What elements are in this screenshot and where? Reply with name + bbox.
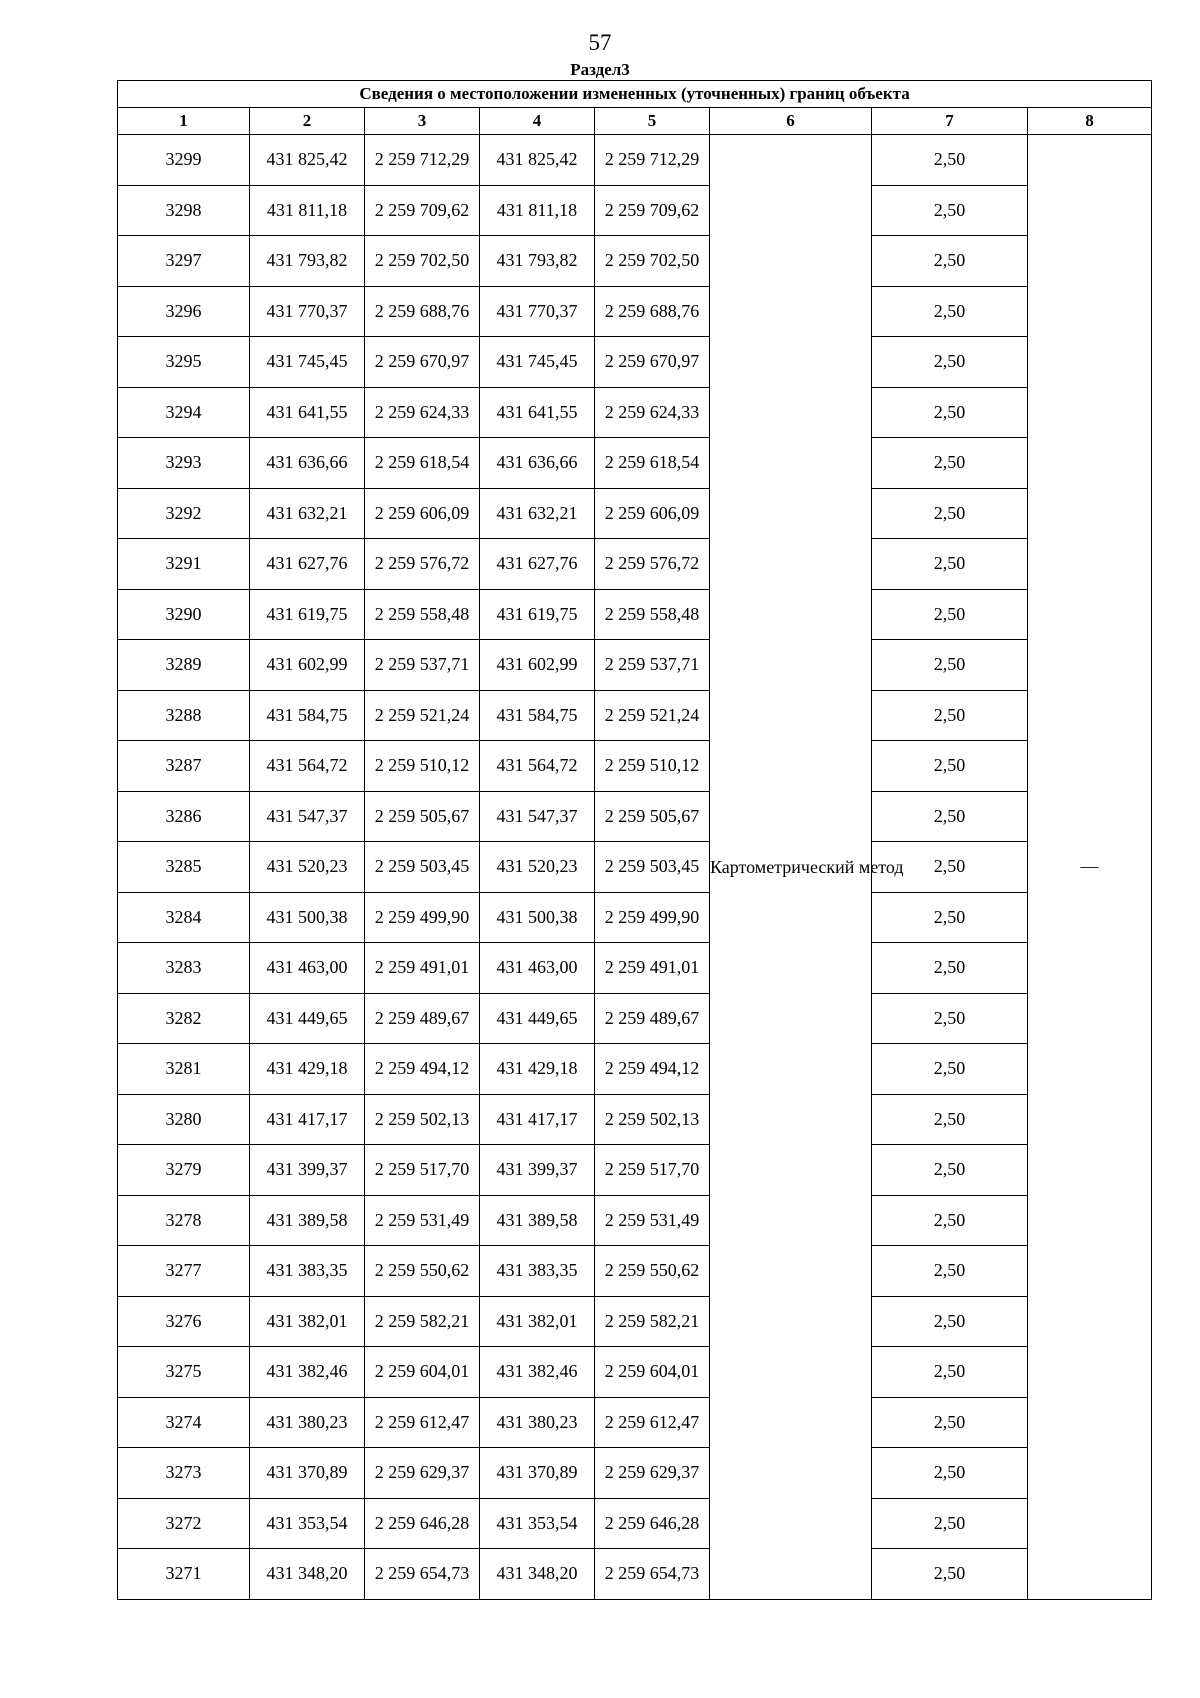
x-old-cell: 431 370,89 bbox=[250, 1448, 365, 1499]
point-number-cell: 3284 bbox=[118, 892, 250, 943]
point-number-cell: 3291 bbox=[118, 539, 250, 590]
table-row bbox=[118, 1195, 1152, 1246]
table-row bbox=[118, 488, 1152, 539]
column-number-1: 1 bbox=[118, 108, 250, 135]
y-new-cell: 2 259 491,01 bbox=[595, 943, 710, 994]
x-old-cell: 431 547,37 bbox=[250, 791, 365, 842]
x-new-cell: 431 382,46 bbox=[480, 1347, 595, 1398]
y-new-cell: 2 259 521,24 bbox=[595, 690, 710, 741]
y-new-cell: 2 259 688,76 bbox=[595, 286, 710, 337]
point-number-cell: 3298 bbox=[118, 185, 250, 236]
y-new-cell: 2 259 537,71 bbox=[595, 640, 710, 691]
x-old-cell: 431 382,46 bbox=[250, 1347, 365, 1398]
column-number-3: 3 bbox=[365, 108, 480, 135]
y-new-cell: 2 259 494,12 bbox=[595, 1044, 710, 1095]
y-new-cell: 2 259 550,62 bbox=[595, 1246, 710, 1297]
accuracy-cell: 2,50 bbox=[872, 1549, 1028, 1600]
y-new-cell: 2 259 670,97 bbox=[595, 337, 710, 388]
y-old-cell: 2 259 489,67 bbox=[365, 993, 480, 1044]
x-old-cell: 431 353,54 bbox=[250, 1498, 365, 1549]
x-new-cell: 431 745,45 bbox=[480, 337, 595, 388]
x-new-cell: 431 793,82 bbox=[480, 236, 595, 287]
x-old-cell: 431 380,23 bbox=[250, 1397, 365, 1448]
point-number-cell: 3287 bbox=[118, 741, 250, 792]
x-old-cell: 431 602,99 bbox=[250, 640, 365, 691]
x-old-cell: 431 825,42 bbox=[250, 135, 365, 186]
y-old-cell: 2 259 624,33 bbox=[365, 387, 480, 438]
y-new-cell: 2 259 654,73 bbox=[595, 1549, 710, 1600]
table-row bbox=[118, 791, 1152, 842]
y-old-cell: 2 259 618,54 bbox=[365, 438, 480, 489]
y-old-cell: 2 259 505,67 bbox=[365, 791, 480, 842]
accuracy-cell: 2,50 bbox=[872, 135, 1028, 186]
y-old-cell: 2 259 531,49 bbox=[365, 1195, 480, 1246]
table-row bbox=[118, 438, 1152, 489]
x-new-cell: 431 382,01 bbox=[480, 1296, 595, 1347]
y-old-cell: 2 259 629,37 bbox=[365, 1448, 480, 1499]
table-row bbox=[118, 640, 1152, 691]
y-new-cell: 2 259 606,09 bbox=[595, 488, 710, 539]
x-new-cell: 431 353,54 bbox=[480, 1498, 595, 1549]
column-number-5: 5 bbox=[595, 108, 710, 135]
accuracy-cell: 2,50 bbox=[872, 1145, 1028, 1196]
y-old-cell: 2 259 606,09 bbox=[365, 488, 480, 539]
x-new-cell: 431 619,75 bbox=[480, 589, 595, 640]
accuracy-cell: 2,50 bbox=[872, 236, 1028, 287]
table-row bbox=[118, 337, 1152, 388]
x-new-cell: 431 602,99 bbox=[480, 640, 595, 691]
point-number-cell: 3275 bbox=[118, 1347, 250, 1398]
x-old-cell: 431 520,23 bbox=[250, 842, 365, 893]
accuracy-cell: 2,50 bbox=[872, 539, 1028, 590]
column-number-8: 8 bbox=[1028, 108, 1152, 135]
section-title: Раздел3 bbox=[570, 60, 630, 79]
table-row bbox=[118, 1044, 1152, 1095]
x-new-cell: 431 641,55 bbox=[480, 387, 595, 438]
table-body bbox=[118, 135, 1152, 1600]
accuracy-cell: 2,50 bbox=[872, 892, 1028, 943]
accuracy-cell: 2,50 bbox=[872, 640, 1028, 691]
point-number-cell: 3283 bbox=[118, 943, 250, 994]
accuracy-cell: 2,50 bbox=[872, 589, 1028, 640]
accuracy-cell: 2,50 bbox=[872, 943, 1028, 994]
y-new-cell: 2 259 517,70 bbox=[595, 1145, 710, 1196]
column-number-4: 4 bbox=[480, 108, 595, 135]
x-old-cell: 431 500,38 bbox=[250, 892, 365, 943]
table-row bbox=[118, 1397, 1152, 1448]
accuracy-cell: 2,50 bbox=[872, 1094, 1028, 1145]
x-new-cell: 431 370,89 bbox=[480, 1448, 595, 1499]
x-old-cell: 431 627,76 bbox=[250, 539, 365, 590]
y-old-cell: 2 259 709,62 bbox=[365, 185, 480, 236]
y-new-cell: 2 259 499,90 bbox=[595, 892, 710, 943]
x-new-cell: 431 417,17 bbox=[480, 1094, 595, 1145]
y-new-cell: 2 259 502,13 bbox=[595, 1094, 710, 1145]
y-old-cell: 2 259 550,62 bbox=[365, 1246, 480, 1297]
table-row bbox=[118, 1448, 1152, 1499]
y-old-cell: 2 259 517,70 bbox=[365, 1145, 480, 1196]
x-old-cell: 431 417,17 bbox=[250, 1094, 365, 1145]
point-number-cell: 3296 bbox=[118, 286, 250, 337]
point-number-cell: 3282 bbox=[118, 993, 250, 1044]
point-number-cell: 3293 bbox=[118, 438, 250, 489]
column-number-row bbox=[118, 108, 1152, 135]
table-caption: Сведения о местоположении измененных (уточненных) границ объекта bbox=[118, 81, 1152, 108]
y-new-cell: 2 259 503,45 bbox=[595, 842, 710, 893]
point-number-cell: 3299 bbox=[118, 135, 250, 186]
x-new-cell: 431 627,76 bbox=[480, 539, 595, 590]
y-old-cell: 2 259 491,01 bbox=[365, 943, 480, 994]
y-new-cell: 2 259 531,49 bbox=[595, 1195, 710, 1246]
y-new-cell: 2 259 489,67 bbox=[595, 993, 710, 1044]
x-new-cell: 431 383,35 bbox=[480, 1246, 595, 1297]
table-row bbox=[118, 1145, 1152, 1196]
y-new-cell: 2 259 576,72 bbox=[595, 539, 710, 590]
y-old-cell: 2 259 494,12 bbox=[365, 1044, 480, 1095]
table-row bbox=[118, 1498, 1152, 1549]
x-new-cell: 431 463,00 bbox=[480, 943, 595, 994]
x-new-cell: 431 564,72 bbox=[480, 741, 595, 792]
y-new-cell: 2 259 510,12 bbox=[595, 741, 710, 792]
point-number-cell: 3274 bbox=[118, 1397, 250, 1448]
y-old-cell: 2 259 576,72 bbox=[365, 539, 480, 590]
accuracy-cell: 2,50 bbox=[872, 690, 1028, 741]
x-new-cell: 431 825,42 bbox=[480, 135, 595, 186]
y-old-cell: 2 259 521,24 bbox=[365, 690, 480, 741]
y-new-cell: 2 259 624,33 bbox=[595, 387, 710, 438]
boundary-coordinates-table bbox=[117, 80, 1152, 1600]
accuracy-cell: 2,50 bbox=[872, 1296, 1028, 1347]
accuracy-cell: 2,50 bbox=[872, 1448, 1028, 1499]
point-number-cell: 3294 bbox=[118, 387, 250, 438]
table-row bbox=[118, 236, 1152, 287]
point-number-cell: 3290 bbox=[118, 589, 250, 640]
y-new-cell: 2 259 618,54 bbox=[595, 438, 710, 489]
table-row bbox=[118, 589, 1152, 640]
y-old-cell: 2 259 510,12 bbox=[365, 741, 480, 792]
table-row bbox=[118, 539, 1152, 590]
y-old-cell: 2 259 712,29 bbox=[365, 135, 480, 186]
accuracy-cell: 2,50 bbox=[872, 842, 1028, 893]
accuracy-cell: 2,50 bbox=[872, 387, 1028, 438]
y-old-cell: 2 259 688,76 bbox=[365, 286, 480, 337]
point-number-cell: 3288 bbox=[118, 690, 250, 741]
table-row bbox=[118, 690, 1152, 741]
x-old-cell: 431 584,75 bbox=[250, 690, 365, 741]
y-new-cell: 2 259 612,47 bbox=[595, 1397, 710, 1448]
y-old-cell: 2 259 537,71 bbox=[365, 640, 480, 691]
x-new-cell: 431 632,21 bbox=[480, 488, 595, 539]
column-number-7: 7 bbox=[872, 108, 1028, 135]
x-old-cell: 431 811,18 bbox=[250, 185, 365, 236]
x-new-cell: 431 380,23 bbox=[480, 1397, 595, 1448]
x-new-cell: 431 547,37 bbox=[480, 791, 595, 842]
x-old-cell: 431 619,75 bbox=[250, 589, 365, 640]
accuracy-cell: 2,50 bbox=[872, 438, 1028, 489]
accuracy-cell: 2,50 bbox=[872, 1347, 1028, 1398]
accuracy-cell: 2,50 bbox=[872, 1397, 1028, 1448]
page-number: 57 bbox=[588, 30, 612, 55]
point-number-cell: 3278 bbox=[118, 1195, 250, 1246]
x-new-cell: 431 348,20 bbox=[480, 1549, 595, 1600]
y-old-cell: 2 259 558,48 bbox=[365, 589, 480, 640]
table-row bbox=[118, 1246, 1152, 1297]
x-new-cell: 431 449,65 bbox=[480, 993, 595, 1044]
accuracy-cell: 2,50 bbox=[872, 488, 1028, 539]
point-number-cell: 3277 bbox=[118, 1246, 250, 1297]
x-new-cell: 431 399,37 bbox=[480, 1145, 595, 1196]
x-old-cell: 431 745,45 bbox=[250, 337, 365, 388]
y-old-cell: 2 259 654,73 bbox=[365, 1549, 480, 1600]
table-row bbox=[118, 842, 1152, 893]
y-old-cell: 2 259 702,50 bbox=[365, 236, 480, 287]
point-number-cell: 3276 bbox=[118, 1296, 250, 1347]
point-number-cell: 3292 bbox=[118, 488, 250, 539]
column-number-2: 2 bbox=[250, 108, 365, 135]
y-new-cell: 2 259 702,50 bbox=[595, 236, 710, 287]
table-row bbox=[118, 741, 1152, 792]
table-row bbox=[118, 892, 1152, 943]
point-number-cell: 3297 bbox=[118, 236, 250, 287]
x-old-cell: 431 382,01 bbox=[250, 1296, 365, 1347]
x-old-cell: 431 383,35 bbox=[250, 1246, 365, 1297]
y-old-cell: 2 259 646,28 bbox=[365, 1498, 480, 1549]
y-new-cell: 2 259 646,28 bbox=[595, 1498, 710, 1549]
x-new-cell: 431 811,18 bbox=[480, 185, 595, 236]
accuracy-cell: 2,50 bbox=[872, 1498, 1028, 1549]
x-old-cell: 431 429,18 bbox=[250, 1044, 365, 1095]
x-old-cell: 431 632,21 bbox=[250, 488, 365, 539]
x-new-cell: 431 520,23 bbox=[480, 842, 595, 893]
y-new-cell: 2 259 604,01 bbox=[595, 1347, 710, 1398]
table-row bbox=[118, 135, 1152, 186]
accuracy-cell: 2,50 bbox=[872, 1195, 1028, 1246]
y-old-cell: 2 259 670,97 bbox=[365, 337, 480, 388]
table-row bbox=[118, 1094, 1152, 1145]
x-old-cell: 431 564,72 bbox=[250, 741, 365, 792]
point-number-cell: 3285 bbox=[118, 842, 250, 893]
table-row bbox=[118, 1549, 1152, 1600]
point-number-cell: 3286 bbox=[118, 791, 250, 842]
y-old-cell: 2 259 604,01 bbox=[365, 1347, 480, 1398]
point-number-cell: 3280 bbox=[118, 1094, 250, 1145]
accuracy-cell: 2,50 bbox=[872, 337, 1028, 388]
y-old-cell: 2 259 582,21 bbox=[365, 1296, 480, 1347]
table-row bbox=[118, 286, 1152, 337]
y-old-cell: 2 259 503,45 bbox=[365, 842, 480, 893]
point-number-cell: 3281 bbox=[118, 1044, 250, 1095]
x-new-cell: 431 500,38 bbox=[480, 892, 595, 943]
y-new-cell: 2 259 582,21 bbox=[595, 1296, 710, 1347]
x-old-cell: 431 793,82 bbox=[250, 236, 365, 287]
x-old-cell: 431 389,58 bbox=[250, 1195, 365, 1246]
y-new-cell: 2 259 712,29 bbox=[595, 135, 710, 186]
table-row bbox=[118, 1347, 1152, 1398]
description-cell: — bbox=[1028, 135, 1152, 1600]
y-old-cell: 2 259 502,13 bbox=[365, 1094, 480, 1145]
x-old-cell: 431 636,66 bbox=[250, 438, 365, 489]
accuracy-cell: 2,50 bbox=[872, 741, 1028, 792]
table-row bbox=[118, 1296, 1152, 1347]
accuracy-cell: 2,50 bbox=[872, 286, 1028, 337]
point-number-cell: 3271 bbox=[118, 1549, 250, 1600]
point-number-cell: 3273 bbox=[118, 1448, 250, 1499]
x-old-cell: 431 641,55 bbox=[250, 387, 365, 438]
table-row bbox=[118, 185, 1152, 236]
y-new-cell: 2 259 629,37 bbox=[595, 1448, 710, 1499]
table-row bbox=[118, 943, 1152, 994]
x-new-cell: 431 584,75 bbox=[480, 690, 595, 741]
x-new-cell: 431 429,18 bbox=[480, 1044, 595, 1095]
point-number-cell: 3289 bbox=[118, 640, 250, 691]
x-new-cell: 431 770,37 bbox=[480, 286, 595, 337]
accuracy-cell: 2,50 bbox=[872, 993, 1028, 1044]
table-row bbox=[118, 993, 1152, 1044]
x-old-cell: 431 348,20 bbox=[250, 1549, 365, 1600]
column-number-6: 6 bbox=[710, 108, 872, 135]
point-number-cell: 3272 bbox=[118, 1498, 250, 1549]
y-new-cell: 2 259 558,48 bbox=[595, 589, 710, 640]
y-old-cell: 2 259 499,90 bbox=[365, 892, 480, 943]
x-old-cell: 431 399,37 bbox=[250, 1145, 365, 1196]
x-old-cell: 431 449,65 bbox=[250, 993, 365, 1044]
x-old-cell: 431 463,00 bbox=[250, 943, 365, 994]
x-new-cell: 431 636,66 bbox=[480, 438, 595, 489]
x-new-cell: 431 389,58 bbox=[480, 1195, 595, 1246]
point-number-cell: 3295 bbox=[118, 337, 250, 388]
accuracy-cell: 2,50 bbox=[872, 185, 1028, 236]
y-new-cell: 2 259 505,67 bbox=[595, 791, 710, 842]
accuracy-cell: 2,50 bbox=[872, 1246, 1028, 1297]
accuracy-cell: 2,50 bbox=[872, 791, 1028, 842]
x-old-cell: 431 770,37 bbox=[250, 286, 365, 337]
y-old-cell: 2 259 612,47 bbox=[365, 1397, 480, 1448]
table-row bbox=[118, 387, 1152, 438]
point-number-cell: 3279 bbox=[118, 1145, 250, 1196]
method-cell: Картометрический метод bbox=[710, 135, 872, 1600]
accuracy-cell: 2,50 bbox=[872, 1044, 1028, 1095]
y-new-cell: 2 259 709,62 bbox=[595, 185, 710, 236]
